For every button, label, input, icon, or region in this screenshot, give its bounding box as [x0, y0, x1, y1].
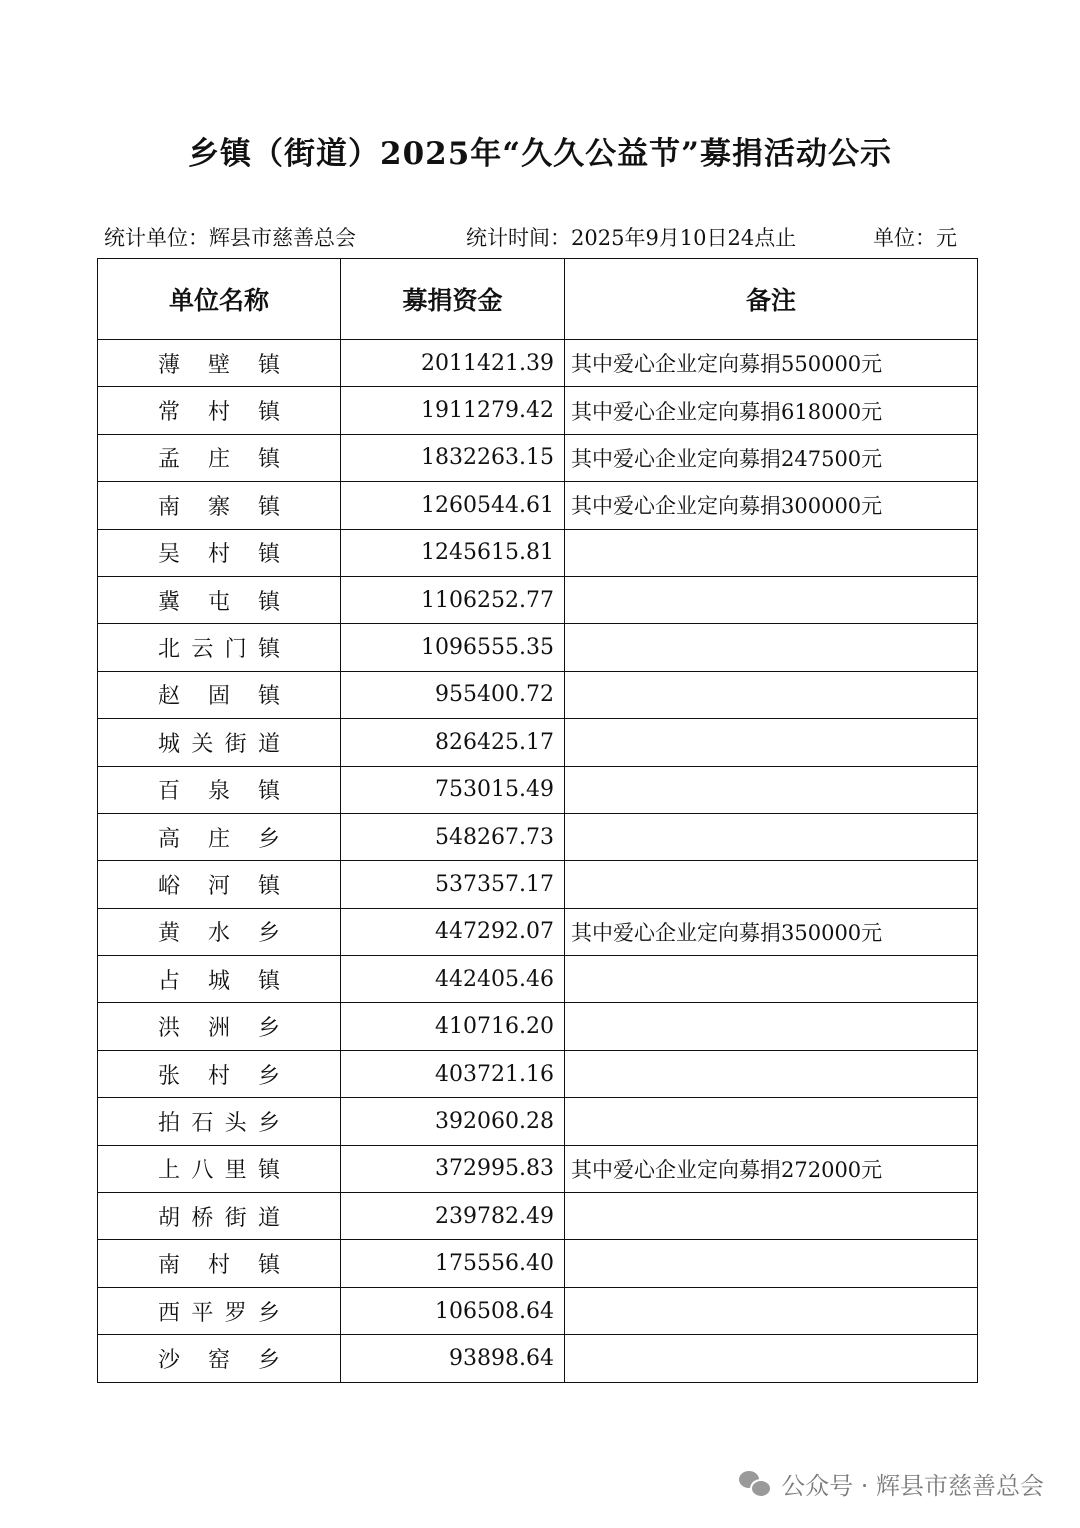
unit-name: 胡桥街道	[158, 1205, 280, 1231]
table-row	[98, 766, 978, 813]
table-row	[98, 956, 978, 1003]
amount-cell: 93898.64	[341, 1335, 565, 1382]
unit-name: 百泉镇	[158, 779, 280, 805]
table-row	[98, 576, 978, 623]
note-cell	[565, 624, 978, 671]
unit-name: 洪洲乡	[158, 1016, 280, 1042]
amount-cell: 1832263.15	[341, 434, 565, 481]
unit-name: 城关街道	[158, 731, 280, 757]
table-row	[98, 1335, 978, 1382]
table-row	[98, 1050, 978, 1097]
table-row	[98, 624, 978, 671]
note-cell: 其中爱心企业定向募捐618000元	[565, 387, 978, 434]
unit-name: 峪河镇	[158, 873, 280, 899]
amount-cell: 826425.17	[341, 719, 565, 766]
note-cell	[565, 1193, 978, 1240]
amount-cell: 1245615.81	[341, 529, 565, 576]
unit-name-cell	[98, 340, 341, 387]
unit-name-cell	[98, 671, 341, 718]
unit-name: 吴村镇	[158, 542, 280, 568]
unit-name: 沙窑乡	[158, 1347, 280, 1373]
unit-name-cell	[98, 1240, 341, 1287]
table-header-row	[98, 259, 978, 340]
unit-name-cell	[98, 813, 341, 860]
unit-name: 赵固镇	[158, 684, 280, 710]
unit-name: 南寨镇	[158, 494, 280, 520]
unit-name: 占城镇	[158, 968, 280, 994]
table-row	[98, 719, 978, 766]
unit-name-cell	[98, 1145, 341, 1192]
table-row	[98, 1003, 978, 1050]
stat-time: 统计时间：2025年9月10日24点止	[466, 226, 797, 250]
unit-name-cell	[98, 861, 341, 908]
amount-cell: 537357.17	[341, 861, 565, 908]
note-cell	[565, 813, 978, 860]
note-cell: 其中爱心企业定向募捐550000元	[565, 340, 978, 387]
amount-cell: 2011421.39	[341, 340, 565, 387]
unit-name: 黄水乡	[158, 921, 280, 947]
note-cell	[565, 1050, 978, 1097]
unit-name-cell	[98, 766, 341, 813]
amount-cell: 1106252.77	[341, 576, 565, 623]
unit-name: 孟庄镇	[158, 447, 280, 473]
amount-cell: 239782.49	[341, 1193, 565, 1240]
amount-cell: 1260544.61	[341, 482, 565, 529]
unit-name: 薄壁镇	[158, 352, 280, 378]
header-note: 备注	[565, 259, 978, 340]
amount-cell: 442405.46	[341, 956, 565, 1003]
amount-cell: 955400.72	[341, 671, 565, 718]
table-row	[98, 434, 978, 481]
table-row	[98, 482, 978, 529]
unit-name: 拍石头乡	[158, 1110, 280, 1136]
note-cell	[565, 766, 978, 813]
table-row	[98, 1098, 978, 1145]
amount-cell: 548267.73	[341, 813, 565, 860]
donation-table	[97, 258, 978, 1383]
unit-name-cell	[98, 1003, 341, 1050]
table-row	[98, 1287, 978, 1334]
unit-name: 北云门镇	[158, 637, 280, 663]
unit-name-cell	[98, 1287, 341, 1334]
amount-cell: 392060.28	[341, 1098, 565, 1145]
note-cell	[565, 861, 978, 908]
amount-cell: 403721.16	[341, 1050, 565, 1097]
amount-cell: 372995.83	[341, 1145, 565, 1192]
unit-name-cell	[98, 719, 341, 766]
header-unit-name: 单位名称	[98, 259, 341, 340]
unit-name-cell	[98, 529, 341, 576]
note-cell: 其中爱心企业定向募捐247500元	[565, 434, 978, 481]
table-row	[98, 340, 978, 387]
page-title: 乡镇（街道）2025年“久久公益节”募捐活动公示	[188, 136, 892, 172]
unit-name-cell	[98, 956, 341, 1003]
amount-cell: 175556.40	[341, 1240, 565, 1287]
note-cell	[565, 1098, 978, 1145]
note-cell	[565, 956, 978, 1003]
wechat-icon	[739, 1471, 769, 1497]
unit-name: 西平罗乡	[158, 1300, 280, 1326]
table-row	[98, 861, 978, 908]
unit-name-cell	[98, 387, 341, 434]
unit-name: 冀屯镇	[158, 589, 280, 615]
table-row	[98, 387, 978, 434]
currency-unit: 单位：元	[873, 226, 957, 250]
unit-name: 上八里镇	[158, 1158, 280, 1184]
note-cell	[565, 576, 978, 623]
note-cell	[565, 1287, 978, 1334]
unit-name-cell	[98, 1193, 341, 1240]
note-cell: 其中爱心企业定向募捐350000元	[565, 908, 978, 955]
amount-cell: 410716.20	[341, 1003, 565, 1050]
table-row	[98, 529, 978, 576]
note-cell: 其中爱心企业定向募捐300000元	[565, 482, 978, 529]
note-cell	[565, 719, 978, 766]
table-row	[98, 1193, 978, 1240]
note-cell: 其中爱心企业定向募捐272000元	[565, 1145, 978, 1192]
amount-cell: 1911279.42	[341, 387, 565, 434]
unit-name: 南村镇	[158, 1253, 280, 1279]
table-row	[98, 908, 978, 955]
stat-unit: 统计单位：辉县市慈善总会	[104, 226, 356, 250]
amount-cell: 447292.07	[341, 908, 565, 955]
note-cell	[565, 1240, 978, 1287]
footer-watermark	[739, 1466, 1044, 1501]
table-row	[98, 1145, 978, 1192]
unit-name-cell	[98, 1098, 341, 1145]
note-cell	[565, 671, 978, 718]
unit-name-cell	[98, 434, 341, 481]
amount-cell: 106508.64	[341, 1287, 565, 1334]
note-cell	[565, 1003, 978, 1050]
table-row	[98, 1240, 978, 1287]
amount-cell: 753015.49	[341, 766, 565, 813]
unit-name-cell	[98, 576, 341, 623]
unit-name: 高庄乡	[158, 826, 280, 852]
unit-name: 常村镇	[158, 400, 280, 426]
table-row	[98, 671, 978, 718]
note-cell	[565, 1335, 978, 1382]
unit-name-cell	[98, 482, 341, 529]
table-row	[98, 813, 978, 860]
header-amount: 募捐资金	[341, 259, 565, 340]
note-cell	[565, 529, 978, 576]
unit-name-cell	[98, 908, 341, 955]
unit-name: 张村乡	[158, 1063, 280, 1089]
unit-name-cell	[98, 1050, 341, 1097]
amount-cell: 1096555.35	[341, 624, 565, 671]
unit-name-cell	[98, 624, 341, 671]
unit-name-cell	[98, 1335, 341, 1382]
footer-text: 公众号 · 辉县市慈善总会	[781, 1472, 1044, 1500]
